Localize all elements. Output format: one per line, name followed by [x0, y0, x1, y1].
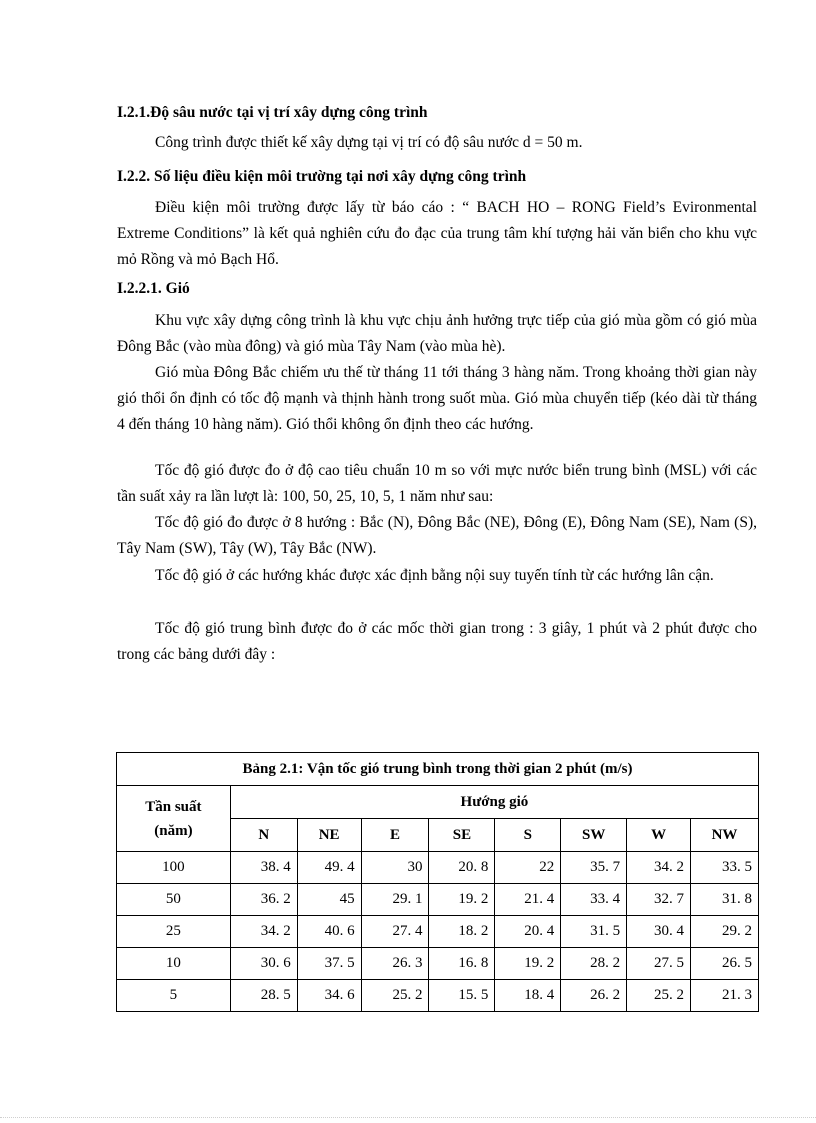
- value-cell: 34. 2: [230, 916, 297, 948]
- value-cell: 28. 2: [561, 948, 627, 980]
- heading-environment-data: I.2.2. Số liệu điều kiện môi trường tại nơi xây dựng công trình: [117, 168, 527, 185]
- frequency-cell: 5: [117, 980, 231, 1012]
- value-cell: 45: [297, 884, 361, 916]
- column-header: SE: [429, 819, 495, 852]
- value-cell: 25. 2: [361, 980, 429, 1012]
- paragraph-wind-directions: Tốc độ gió đo được ở 8 hướng : Bắc (N), Đông Bắc (NE), Đông (E), Đông Nam (SE), Nam (S), Tây Nam (SW), Tây (W), Tây Bắc (NW).: [117, 514, 757, 557]
- table-row: [117, 980, 759, 1012]
- value-cell: 37. 5: [297, 948, 361, 980]
- column-header: W: [627, 819, 691, 852]
- column-header: E: [361, 819, 429, 852]
- value-cell: 28. 5: [230, 980, 297, 1012]
- heading-water-depth: I.2.1.Độ sâu nước tại vị trí xây dựng công trình: [117, 104, 428, 121]
- value-cell: 20. 8: [429, 852, 495, 884]
- value-cell: 26. 2: [561, 980, 627, 1012]
- direction-header: Hướng gió: [230, 786, 758, 819]
- value-cell: 31. 5: [561, 916, 627, 948]
- value-cell: 18. 2: [429, 916, 495, 948]
- row-header-unit: (năm): [154, 822, 193, 839]
- paragraph-wind-monsoon: Khu vực xây dựng công trình là khu vực chịu ảnh hưởng trực tiếp của gió mùa gồm có gió mùa Đông Bắc (vào mùa đông) và gió mùa Tây Nam (vào mùa hè).: [117, 312, 757, 355]
- value-cell: 33. 4: [561, 884, 627, 916]
- value-cell: 27. 5: [627, 948, 691, 980]
- value-cell: 34. 6: [297, 980, 361, 1012]
- value-cell: 18. 4: [495, 980, 561, 1012]
- value-cell: 27. 4: [361, 916, 429, 948]
- value-cell: 21. 3: [691, 980, 759, 1012]
- value-cell: 40. 6: [297, 916, 361, 948]
- paragraph-wind-northeast: Gió mùa Đông Bắc chiếm ưu thế từ tháng 11 tới tháng 3 hàng năm. Trong khoảng thời gian này gió thổi ổn định có tốc độ mạnh và thịnh hành trong suốt mùa. Gió mùa chuyển tiếp (kéo dài từ tháng 4 đến tháng 10 hàng năm). Gió thổi không ổn định theo các hướng.: [117, 364, 757, 433]
- paragraph-wind-measure-height: Tốc độ gió được đo ở độ cao tiêu chuẩn 10 m so với mực nước biển trung bình (MSL) với các tần suất xảy ra lần lượt là: 100, 50, 25, 10, 5, 1 năm như sau:: [117, 462, 757, 505]
- table-row: [117, 884, 759, 916]
- value-cell: 30. 4: [627, 916, 691, 948]
- table-row: [117, 948, 759, 980]
- value-cell: 38. 4: [230, 852, 297, 884]
- table-row: [117, 852, 759, 884]
- frequency-cell: 50: [117, 884, 231, 916]
- value-cell: 34. 2: [627, 852, 691, 884]
- heading-wind: I.2.2.1. Gió: [117, 280, 190, 297]
- value-cell: 36. 2: [230, 884, 297, 916]
- column-header: N: [230, 819, 297, 852]
- frequency-cell: 25: [117, 916, 231, 948]
- value-cell: 20. 4: [495, 916, 561, 948]
- value-cell: 29. 1: [361, 884, 429, 916]
- paragraph-wind-average: Tốc độ gió trung bình được đo ở các mốc thời gian trong : 3 giây, 1 phút và 2 phút được cho trong các bảng dưới đây :: [117, 620, 757, 663]
- value-cell: 31. 8: [691, 884, 759, 916]
- row-header-frequency: Tần suất: [145, 798, 202, 815]
- value-cell: 26. 3: [361, 948, 429, 980]
- column-header: NW: [691, 819, 759, 852]
- value-cell: 25. 2: [627, 980, 691, 1012]
- value-cell: 26. 5: [691, 948, 759, 980]
- column-header: NE: [297, 819, 361, 852]
- frequency-cell: 100: [117, 852, 231, 884]
- value-cell: 29. 2: [691, 916, 759, 948]
- value-cell: 49. 4: [297, 852, 361, 884]
- value-cell: 16. 8: [429, 948, 495, 980]
- value-cell: 30: [361, 852, 429, 884]
- table-caption: Bảng 2.1: Vận tốc gió trung bình trong thời gian 2 phút (m/s): [117, 753, 759, 786]
- value-cell: 32. 7: [627, 884, 691, 916]
- value-cell: 33. 5: [691, 852, 759, 884]
- column-header: S: [495, 819, 561, 852]
- value-cell: 19. 2: [429, 884, 495, 916]
- value-cell: 21. 4: [495, 884, 561, 916]
- table-row-header: [117, 786, 231, 852]
- wind-speed-table: [116, 752, 759, 1012]
- paragraph-water-depth: Công trình được thiết kế xây dựng tại vị trí có độ sâu nước d = 50 m.: [155, 134, 583, 151]
- value-cell: 22: [495, 852, 561, 884]
- frequency-cell: 10: [117, 948, 231, 980]
- value-cell: 30. 6: [230, 948, 297, 980]
- value-cell: 15. 5: [429, 980, 495, 1012]
- paragraph-wind-interpolation: Tốc độ gió ở các hướng khác được xác định bằng nội suy tuyến tính từ các hướng lân cận.: [155, 567, 714, 584]
- value-cell: 35. 7: [561, 852, 627, 884]
- paragraph-environment-source: Điều kiện môi trường được lấy từ báo cáo : “ BACH HO – RONG Field’s Evironmental Extreme Conditions” là kết quả nghiên cứu đo đạc của trung tâm khí tượng hải văn biển cho khu vực mỏ Rồng và mỏ Bạch Hổ.: [117, 199, 757, 268]
- page-bottom-divider: [0, 1117, 816, 1118]
- value-cell: 19. 2: [495, 948, 561, 980]
- table-row: [117, 916, 759, 948]
- column-header: SW: [561, 819, 627, 852]
